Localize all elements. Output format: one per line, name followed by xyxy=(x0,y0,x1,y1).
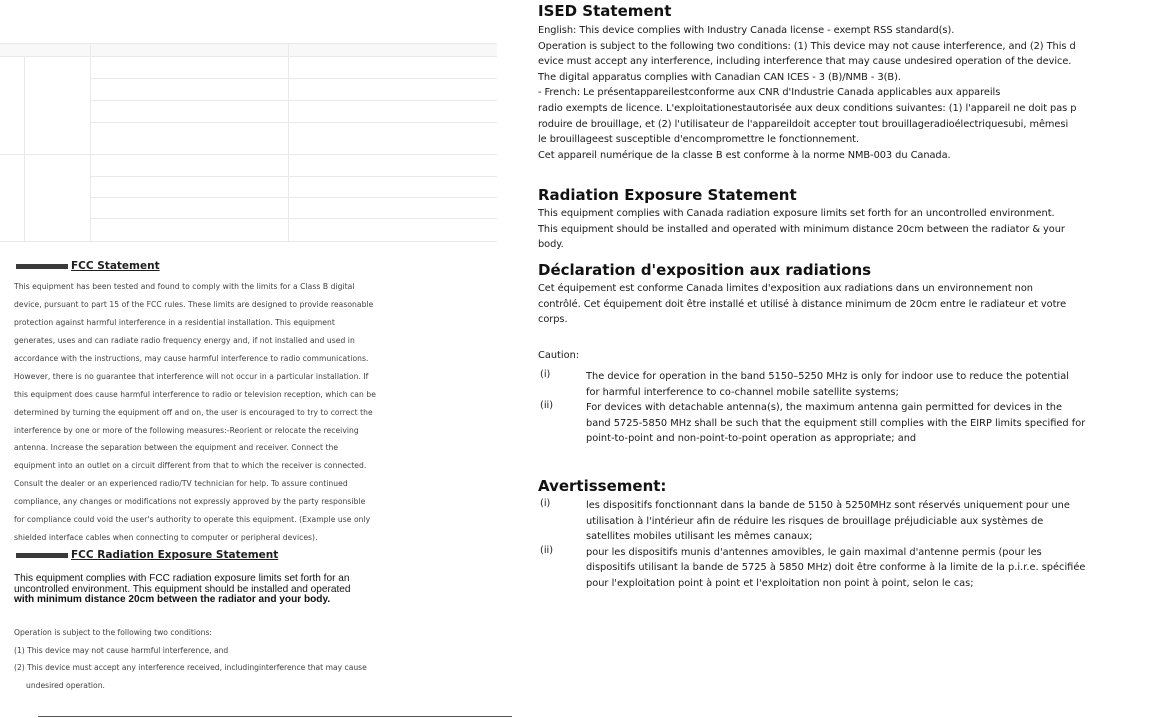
table-col-rule xyxy=(24,56,25,241)
table-rule xyxy=(90,197,497,198)
text-line: contrôlé. Cet équipement doit être installé et utilisé à distance minimum de 20cm entre le radiateur et votre xyxy=(538,298,1067,310)
fcc-radiation-title: FCC Radiation Exposure Statement xyxy=(71,549,279,561)
text-line: English: This device complies with Industry Canada license - exempt RSS standard(s). xyxy=(538,25,955,36)
text-line: corps. xyxy=(538,314,568,326)
caution-list xyxy=(538,369,1155,447)
right-page xyxy=(536,0,1155,718)
item-number: (i) xyxy=(540,369,551,380)
text-line: - French: Le présentappareilestconforme aux CNR d'Industrie Canada applicables aux appareils xyxy=(538,87,1001,99)
item-text xyxy=(586,369,1155,400)
avertissement-heading: Avertissement: xyxy=(538,477,667,495)
text-line: for harmful interference to co-channel mobile satellite systems; xyxy=(586,386,899,398)
text-line: This equipment complies with FCC radiation exposure limits set forth for an xyxy=(14,573,350,584)
table-col-rule xyxy=(90,43,91,241)
text-line: The device for operation in the band 5150–5250 MHz is only for indoor use to reduce the potential xyxy=(586,371,1069,382)
text-line: radio exempts de licence. L'exploitationestautorisée aux deux conditions suivantes: (1) l'appareil ne doit pas p xyxy=(538,102,1077,114)
ised-body xyxy=(538,23,1155,163)
table-rule xyxy=(0,241,497,242)
text-line: for compliance could void the user's authority to operate this equipment. (Example use only xyxy=(14,515,371,525)
table-rule xyxy=(90,122,497,123)
text-line: Consult the dealer or an experienced radio/TV technician for help. To assure continued xyxy=(14,479,348,489)
text-line: interference by one or more of the following measures:-Reorient or relocate the receiving xyxy=(14,425,359,435)
table-col-rule xyxy=(288,43,289,241)
text-line: accordance with the instructions, may cause harmful interference to radio communications. xyxy=(14,353,369,363)
text-line: Cet équipement est conforme Canada limites d'exposition aux radiations dans un environnement non xyxy=(538,283,1033,294)
fcc-statement-title: FCC Statement xyxy=(71,260,160,272)
text-line: dispositifs utilisant la bande de 5725 à 5850 MHz) doit être conforme à la limite de la p.i.r.e. spécifiée xyxy=(586,562,1086,573)
declaration-body xyxy=(538,281,1155,328)
table-rule xyxy=(90,78,497,79)
item-text xyxy=(586,498,1155,545)
text-line: band 5725-5850 MHz shall be such that the equipment still complies with the EIRP limits specified for xyxy=(586,417,1086,429)
declaration-heading: Déclaration d'exposition aux radiations xyxy=(538,261,872,279)
text-line: protection against harmful interference in a residential installation. This equipment xyxy=(14,317,335,327)
list-item xyxy=(538,400,1155,447)
text-line: this equipment does cause harmful interference to radio or television reception, which can be xyxy=(14,389,376,399)
text-line: However, there is no guarantee that interference will not occur in a particular installation. If xyxy=(14,371,369,381)
fcc-statement-body xyxy=(14,278,514,547)
text-line: undesired operation. xyxy=(26,680,105,690)
fcc-statement-header xyxy=(16,258,160,274)
item-text xyxy=(586,400,1155,447)
empty-spec-table xyxy=(0,43,497,242)
text-line: This equipment complies with Canada radiation exposure limits set forth for an uncontrolled environment. xyxy=(538,208,1055,219)
bottom-rule xyxy=(38,716,512,717)
text-line: antenna. Increase the separation between the equipment and receiver. Connect the xyxy=(14,443,339,453)
text-line: Operation is subject to the following two conditions: xyxy=(14,628,212,637)
text-line: device, pursuant to part 15 of the FCC rules. These limits are designed to provide reasonable xyxy=(14,299,374,309)
list-item xyxy=(538,545,1155,592)
item-text xyxy=(586,545,1155,592)
radiation-body xyxy=(538,206,1155,253)
left-page xyxy=(0,0,520,718)
text-line: utilisation à l'intérieur afin de réduire les risques de brouillage préjudiciable aux systèmes de xyxy=(586,515,1044,527)
text-line: equipment into an outlet on a circuit different from that to which the receiver is connected. xyxy=(14,461,367,471)
text-line: shielded interface cables when connecting to computer or peripheral devices). xyxy=(14,533,318,543)
text-line: evice must accept any interference, including interference that may cause undesired operation of the device. xyxy=(538,56,1072,68)
avertissement-list xyxy=(538,498,1155,591)
list-item xyxy=(538,369,1155,400)
text-line: satellites mobiles utilisant les mêmes canaux; xyxy=(586,531,813,542)
table-header-band xyxy=(0,43,497,56)
text-line: (1) This device may not cause harmful interference, and xyxy=(14,645,229,655)
text-line: Operation is subject to the following two conditions: (1) This device may not cause interference, and (2) This d xyxy=(538,40,1076,52)
caution-label: Caution: xyxy=(538,350,580,361)
text-line: body. xyxy=(538,239,564,251)
text-line: le brouillageest susceptible d'encompromettre le fonctionnement. xyxy=(538,134,860,146)
item-number: (ii) xyxy=(540,400,554,411)
section-bar xyxy=(16,553,68,558)
item-number: (ii) xyxy=(540,544,554,556)
text-line: pour l'exploitation point à point et l'exploitation non point à point, selon le cas; xyxy=(586,577,974,589)
fcc-conditions xyxy=(14,624,514,694)
table-rule xyxy=(0,43,497,44)
table-rule xyxy=(90,100,497,101)
text-line: generates, uses and can radiate radio frequency energy and, if not installed and used in xyxy=(14,335,355,345)
text-line: (2) This device must accept any interference received, includinginterference that may cause xyxy=(14,663,367,673)
section-bar xyxy=(16,264,68,269)
radiation-heading: Radiation Exposure Statement xyxy=(538,186,797,204)
table-rule xyxy=(0,56,497,57)
text-line: For devices with detachable antenna(s), the maximum antenna gain permitted for devices in the xyxy=(586,402,1063,413)
item-number: (i) xyxy=(540,498,551,509)
text-line: The digital apparatus complies with Canadian CAN ICES - 3 (B)/NMB - 3(B). xyxy=(538,71,901,83)
text-line: Cet appareil numérique de la classe B est conforme à la norme NMB-003 du Canada. xyxy=(538,149,951,161)
text-line: point-to-point and non-point-to-point operation as appropriate; and xyxy=(586,433,917,444)
fcc-radiation-body xyxy=(14,574,514,606)
text-line: This equipment should be installed and operated with minimum distance 20cm between the radiator & your xyxy=(538,223,1065,235)
text-line: This equipment has been tested and found to comply with the limits for a Class B digital xyxy=(14,282,355,291)
table-rule xyxy=(90,218,497,219)
text-line: roduire de brouillage, et (2) l'utilisateur de l'appareildoit accepter tout brouillageradioélectriquesubi, mêmesi xyxy=(538,118,1069,130)
table-rule xyxy=(90,176,497,177)
text-line: with minimum distance 20cm between the radiator and your body. xyxy=(14,594,331,605)
table-rule xyxy=(0,154,497,155)
text-line: determined by turning the equipment off and on, the user is encouraged to try to correct the xyxy=(14,407,373,417)
ised-heading: ISED Statement xyxy=(538,2,672,20)
text-line: uncontrolled environment. This equipment should be installed and operated xyxy=(14,583,351,595)
list-item xyxy=(538,498,1155,545)
text-line: compliance, any changes or modifications not expressly approved by the party responsible xyxy=(14,497,366,507)
text-line: les dispositifs fonctionnant dans la bande de 5150 à 5250MHz sont réservés uniquement pour une xyxy=(586,500,1070,511)
text-line: pour les dispositifs munis d'antennes amovibles, le gain maximal d'antenne permis (pour les xyxy=(586,546,1042,558)
fcc-radiation-header xyxy=(16,547,278,563)
